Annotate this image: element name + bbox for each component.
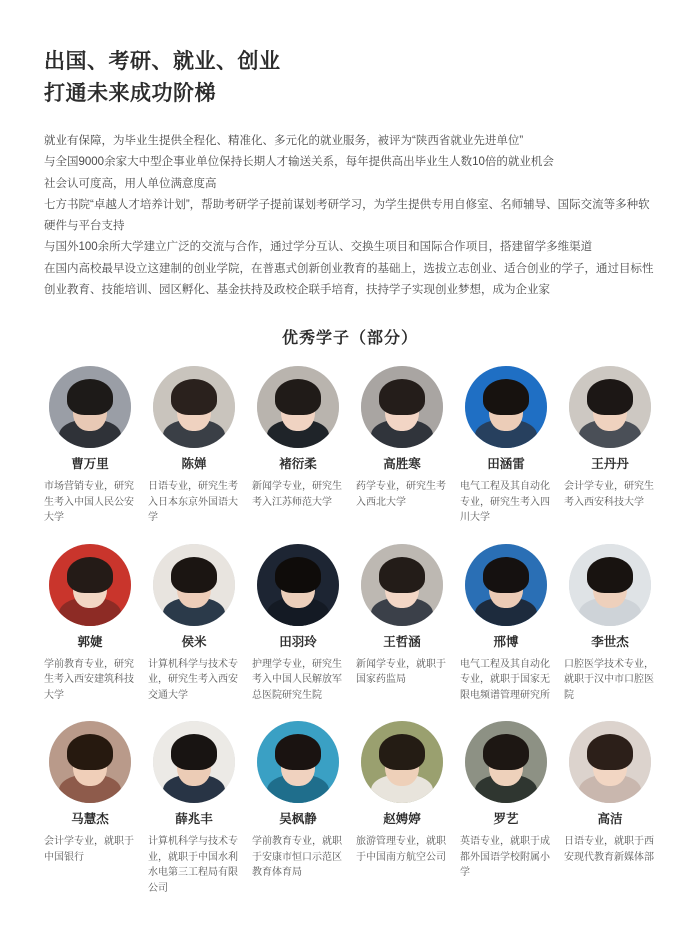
page-title [44, 46, 656, 109]
student-description: 新闻学专业，就职于国家药监局 [356, 658, 446, 686]
avatar-hair [67, 557, 113, 593]
avatar [49, 721, 131, 803]
student-card [252, 721, 344, 896]
avatar-hair [275, 379, 321, 415]
student-name: 郭婕 [77, 634, 103, 649]
student-description: 计算机科学与技术专业，就职于中国水利水电第三工程局有限公司 [148, 836, 238, 894]
student-card [44, 721, 136, 896]
avatar [569, 721, 651, 803]
avatar [465, 366, 547, 448]
avatar [361, 544, 443, 626]
avatar [49, 544, 131, 626]
avatar [361, 721, 443, 803]
avatar [257, 544, 339, 626]
student-name: 马慧杰 [71, 812, 109, 827]
student-description: 日语专业，研究生考入日本东京外国语大学 [148, 481, 238, 524]
student-description: 学前教育专业，研究生考入西安建筑科技大学 [44, 658, 134, 701]
student-name: 高胜寒 [383, 457, 421, 472]
student-description: 电气工程及其自动化专业，研究生考入四川大学 [460, 481, 550, 524]
student-description: 新闻学专业，研究生考入江苏师范大学 [252, 481, 342, 508]
avatar-hair [171, 734, 217, 770]
student-description: 会计学专业，就职于中国银行 [44, 836, 134, 863]
intro-line: 社会认可度高，用人单位满意度高 [44, 177, 217, 190]
avatar [361, 366, 443, 448]
student-card [252, 366, 344, 526]
avatar [569, 366, 651, 448]
intro-paragraphs [44, 131, 656, 301]
avatar-hair [171, 379, 217, 415]
student-card [252, 544, 344, 704]
avatar [465, 544, 547, 626]
avatar-hair [483, 734, 529, 770]
student-grid [44, 366, 656, 910]
avatar-hair [379, 734, 425, 770]
avatar [257, 366, 339, 448]
avatar-hair [379, 379, 425, 415]
avatar-hair [587, 734, 633, 770]
student-name: 田涵雷 [487, 457, 525, 472]
avatar-hair [379, 557, 425, 593]
avatar-hair [275, 734, 321, 770]
avatar [153, 721, 235, 803]
student-card [564, 544, 656, 704]
intro-line: 七方书院“卓越人才培养计划”，帮助考研学子提前谋划考研学习，为学生提供专用自修室、名师辅导、国际交流等多种软硬件与平台支持 [44, 198, 650, 233]
student-description: 口腔医学技术专业，就职于汉中市口腔医院 [564, 658, 654, 701]
student-name: 高洁 [597, 812, 623, 827]
student-description: 会计学专业，研究生考入西安科技大学 [564, 481, 654, 508]
student-description: 药学专业，研究生考入西北大学 [356, 481, 446, 508]
student-description: 护理学专业，研究生考入中国人民解放军总医院研究生院 [252, 658, 342, 701]
student-card [564, 366, 656, 526]
student-name: 侯米 [181, 634, 207, 649]
avatar [153, 366, 235, 448]
student-name: 褚衍柔 [279, 457, 317, 472]
student-card [148, 366, 240, 526]
intro-line: 就业有保障，为毕业生提供全程化、精准化、多元化的就业服务，被评为“陕西省就业先进单位” [44, 135, 524, 147]
avatar-hair [587, 557, 633, 593]
student-card [460, 721, 552, 896]
avatar [49, 366, 131, 448]
avatar-hair [587, 379, 633, 415]
student-name: 王丹丹 [591, 457, 629, 472]
avatar-hair [171, 557, 217, 593]
student-name: 薛兆丰 [175, 812, 213, 827]
student-card [460, 366, 552, 526]
intro-line: 与全国9000余家大中型企事业单位保持长期人才输送关系，每年提供高出毕业生人数10倍的就业机会 [44, 156, 554, 169]
section-title: 优秀学子（部分） [281, 330, 418, 348]
headline-line-2: 打通未来成功阶梯 [44, 81, 216, 105]
intro-line: 与国外100余所大学建立广泛的交流与合作，通过学分互认、交换生项目和国际合作项目，搭建留学多维渠道 [44, 241, 593, 254]
student-card [148, 544, 240, 704]
student-card [356, 721, 448, 896]
student-card [356, 366, 448, 526]
student-card [148, 721, 240, 896]
avatar-hair [483, 379, 529, 415]
student-description: 市场营销专业，研究生考入中国人民公安大学 [44, 481, 134, 524]
student-card [564, 721, 656, 896]
avatar [153, 544, 235, 626]
student-card [460, 544, 552, 704]
avatar-hair [275, 557, 321, 593]
student-description: 日语专业，就职于西安现代教育新媒体部 [564, 836, 654, 863]
avatar-hair [67, 734, 113, 770]
student-name: 李世杰 [591, 634, 629, 649]
student-name: 王哲涵 [383, 634, 421, 649]
student-description: 学前教育专业，就职于安康市恒口示范区教育体育局 [252, 836, 342, 879]
headline-line-1: 出国、考研、就业、创业 [44, 50, 281, 73]
student-name: 田羽玲 [279, 634, 317, 649]
student-name: 邢博 [493, 634, 519, 649]
avatar [465, 721, 547, 803]
student-card [44, 366, 136, 526]
student-name: 曹万里 [71, 457, 109, 472]
student-description: 电气工程及其自动化专业，就职于国家无限电频谱管理研究所 [460, 658, 550, 701]
student-name: 吴枫静 [279, 812, 317, 827]
student-description: 旅游管理专业，就职于中国南方航空公司 [356, 836, 446, 863]
student-description: 计算机科学与技术专业，研究生考入西安交通大学 [148, 658, 238, 701]
avatar [257, 721, 339, 803]
avatar-hair [483, 557, 529, 593]
avatar-hair [67, 379, 113, 415]
student-description: 英语专业，就职于成都外国语学校附属小学 [460, 836, 550, 879]
student-name: 陈婵 [181, 457, 207, 472]
student-name: 罗艺 [493, 812, 519, 827]
student-name: 赵娉婷 [383, 812, 421, 827]
intro-line: 在国内高校最早设立这建制的创业学院，在普惠式创新创业教育的基础上，选拔立志创业、适合创业的学子，通过目标性创业教育、技能培训、园区孵化、基金扶持及政校企联手培育，扶持学子实现创业梦想，成为企业家 [44, 262, 654, 296]
avatar [569, 544, 651, 626]
student-card [356, 544, 448, 704]
student-card [44, 544, 136, 704]
